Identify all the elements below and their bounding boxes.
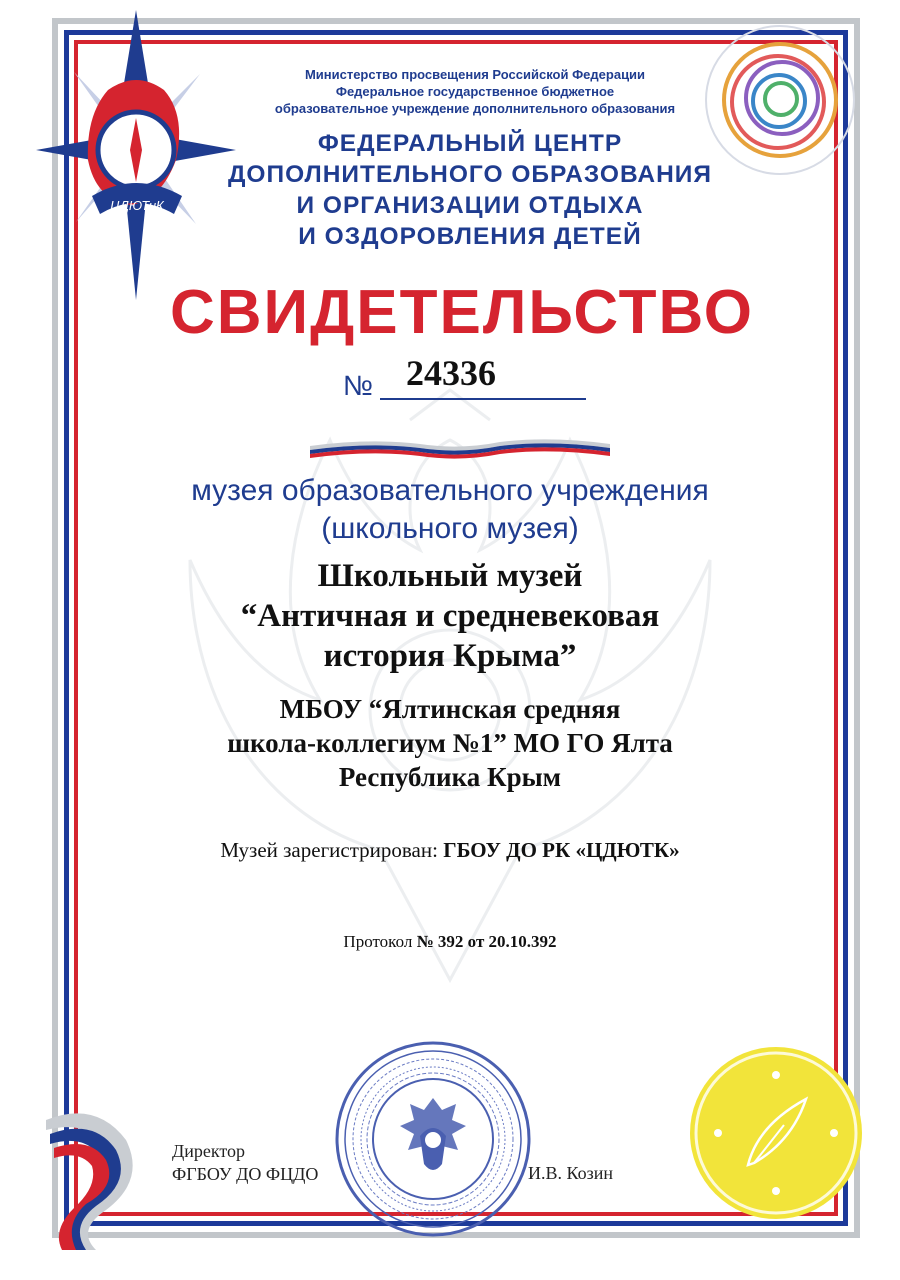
protocol-label: Протокол: [343, 932, 413, 951]
museum-name-line: Школьный музей: [317, 558, 583, 594]
protocol-value: № 392 от 20.10.392: [416, 932, 557, 951]
federal-center-line: И ОРГАНИЗАЦИИ ОТДЫХА: [296, 192, 644, 219]
number-underline: [380, 398, 586, 400]
number-sign: №: [343, 370, 374, 401]
director-line: ФГБОУ ДО ФЦДО: [172, 1164, 319, 1184]
registered-value: ГБОУ ДО РК «ЦДЮТК»: [443, 838, 680, 862]
museum-type-line: музея образовательного учреждения: [191, 474, 709, 507]
compass-logo-text: ЦДЮТиК: [110, 198, 164, 213]
certificate-number: 24336: [406, 353, 496, 393]
federal-center-line: ФЕДЕРАЛЬНЫЙ ЦЕНТР: [317, 130, 623, 157]
federal-center-name: [180, 128, 760, 252]
gold-seal-icon: [688, 1045, 864, 1221]
federal-center-line: И ОЗДОРОВЛЕНИЯ ДЕТЕЙ: [298, 223, 642, 250]
federal-center-line: ДОПОЛНИТЕЛЬНОГО ОБРАЗОВАНИЯ: [227, 161, 713, 188]
ministry-line: Министерство просвещения Российской Федерации: [304, 67, 646, 82]
museum-type-line: (школьного музея): [321, 512, 579, 545]
director-title: [172, 1140, 318, 1186]
director-line: Директор: [172, 1141, 246, 1161]
registered-label: Музей зарегистрирован:: [220, 838, 438, 862]
ministry-header: [250, 66, 700, 117]
registration-line: [120, 838, 780, 863]
official-stamp-icon: [334, 1040, 532, 1238]
school-line: МБОУ “Ялтинская средняя: [279, 694, 621, 724]
ministry-line: образовательное учреждение дополнительного образования: [274, 101, 676, 116]
museum-name-line: история Крыма”: [323, 638, 577, 674]
museum-type: [80, 472, 820, 548]
tricolor-ribbon-divider-icon: [310, 432, 610, 468]
museum-name-line: “Античная и средневековая: [240, 598, 660, 634]
school-name: [120, 692, 780, 794]
ministry-line: Федеральное государственное бюджетное: [335, 84, 615, 99]
tricolor-ribbon-icon: [36, 1100, 166, 1250]
certificate-title: СВИДЕТЕЛЬСТВО: [170, 278, 754, 347]
protocol-line: [200, 932, 700, 952]
museum-name: [120, 556, 780, 676]
school-line: школа-коллегиум №1” МО ГО Ялта: [227, 728, 673, 758]
school-line: Республика Крым: [338, 762, 562, 792]
signer-name: И.В. Козин: [528, 1163, 613, 1183]
